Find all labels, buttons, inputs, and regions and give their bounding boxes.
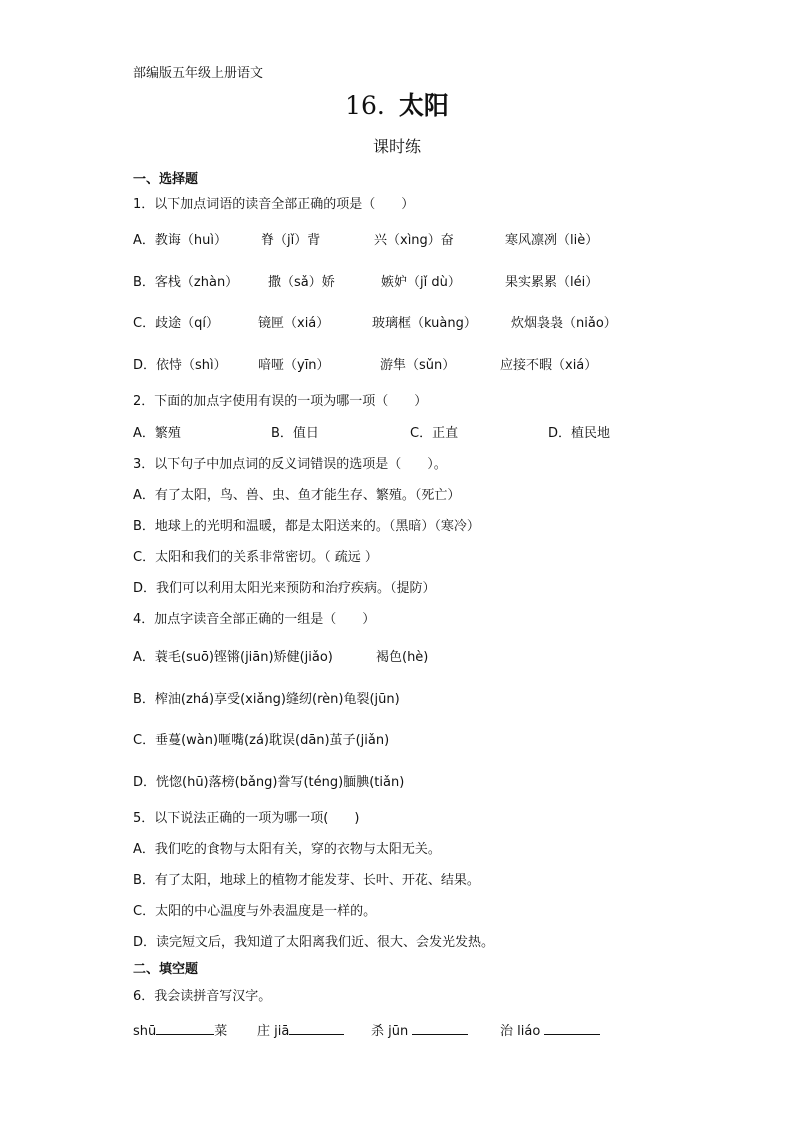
q1-option-d-1[interactable]: D．依恃（shì）	[133, 358, 227, 373]
q5-stem: 5．以下说法正确的一项为哪一项( )	[133, 811, 360, 826]
q1-option-c-2: 镜匣（xiá）	[258, 316, 330, 331]
q1-option-b-1[interactable]: B．客栈（zhàn）	[133, 275, 239, 290]
q6-item-3-blank[interactable]	[412, 1022, 468, 1035]
q1-option-c-1[interactable]: C．歧途（qí）	[133, 316, 219, 331]
q1-option-b-3: 嫉妒（jǐ dù）	[381, 275, 461, 290]
q3-option-a[interactable]: A．有了太阳，鸟、兽、虫、鱼才能生存、繁殖。（死亡）	[133, 488, 461, 503]
q4-option-c[interactable]: C．垂蔓(wàn)咂嘴(zá)耽误(dān)茧子(jiǎn)	[133, 733, 390, 748]
q1-stem: 1．以下加点词语的读音全部正确的项是（ ）	[133, 197, 415, 212]
lesson-name: 太阳	[398, 91, 449, 120]
q5-option-b[interactable]: B．有了太阳，地球上的植物才能发芽、长叶、开花、结果。	[133, 873, 480, 888]
q1-option-c-4: 炊烟袅袅（niǎo）	[511, 316, 617, 331]
q6-item-3	[371, 1020, 468, 1039]
q1-option-d-3: 游隼（sǔn）	[380, 358, 456, 373]
q1-option-d-2: 喑哑（yīn）	[258, 358, 330, 373]
q6-item-1-pinyin: shū	[133, 1024, 157, 1039]
q6-stem: 6．我会读拼音写汉字。	[133, 989, 272, 1004]
q1-option-a-4: 寒风凛冽（liè）	[505, 233, 599, 248]
q1-option-d-4: 应接不暇（xiá）	[500, 358, 598, 373]
q6-item-1-suffix: 菜	[214, 1024, 228, 1039]
q2-option-b[interactable]: B．值日	[271, 426, 319, 441]
q3-option-b[interactable]: B．地球上的光明和温暖，都是太阳送来的。（黑暗）（寒冷）	[133, 519, 480, 534]
q1-option-a-1[interactable]: A．教诲（huì）	[133, 233, 227, 248]
q5-option-d[interactable]: D．读完短文后，我知道了太阳离我们近、很大、会发光发热。	[133, 935, 495, 950]
q4-stem: 4．加点字读音全部正确的一组是（ ）	[133, 612, 376, 627]
q4-option-a-2: 褐色(hè)	[376, 650, 429, 665]
q1-option-a-2: 脊（jǐ）背	[261, 233, 321, 248]
q6-item-4-blank[interactable]	[544, 1022, 600, 1035]
q1-option-b-4: 果实累累（léi）	[505, 275, 599, 290]
q6-item-1-blank[interactable]	[156, 1022, 214, 1035]
q6-item-4	[500, 1020, 600, 1039]
q2-option-d[interactable]: D．植民地	[548, 426, 611, 441]
header-text: 部编版五年级上册语文	[133, 66, 264, 81]
page-title	[0, 86, 794, 122]
q2-option-c[interactable]: C．正直	[410, 426, 459, 441]
q4-option-d[interactable]: D．恍惚(hū)落榜(bǎng)誊写(téng)腼腆(tiǎn)	[133, 775, 405, 790]
q6-item-1	[133, 1020, 227, 1039]
q6-item-2-pinyin: 庄 jiā	[257, 1024, 290, 1039]
section-heading-fill: 二、填空题	[133, 962, 199, 977]
q1-option-a-3: 兴（xìng）奋	[374, 233, 454, 248]
q6-item-2	[257, 1020, 344, 1039]
page-subtitle: 课时练	[372, 137, 421, 156]
q3-option-d[interactable]: D．我们可以利用太阳光来预防和治疗疾病。（提防）	[133, 581, 436, 596]
section-heading-choice: 一、选择题	[133, 172, 199, 187]
q2-stem: 2．下面的加点字使用有误的一项为哪一项（ ）	[133, 394, 428, 409]
q4-option-a-1[interactable]: A．蓑毛(suō)铿锵(jiān)矫健(jiǎo)	[133, 650, 333, 665]
q6-item-4-pinyin: 治 liáo	[500, 1024, 545, 1039]
q3-stem: 3．以下句子中加点词的反义词错误的选项是（ ）。	[133, 457, 447, 472]
q2-option-a[interactable]: A．繁殖	[133, 426, 181, 441]
q1-option-c-3: 玻璃框（kuàng）	[372, 316, 477, 331]
q5-option-a[interactable]: A．我们吃的食物与太阳有关，穿的衣物与太阳无关。	[133, 842, 441, 857]
q4-option-b[interactable]: B．榨油(zhá)享受(xiǎng)缝纫(rèn)龟裂(jūn)	[133, 692, 400, 707]
q5-option-c[interactable]: C．太阳的中心温度与外表温度是一样的。	[133, 904, 377, 919]
q3-option-c[interactable]: C．太阳和我们的关系非常密切。（ 疏远 ）	[133, 550, 378, 565]
q6-item-2-blank[interactable]	[289, 1022, 344, 1035]
q1-option-b-2: 撒（sǎ）娇	[268, 275, 335, 290]
q6-item-3-pinyin: 杀 jūn	[371, 1024, 413, 1039]
lesson-number: 16.	[345, 91, 385, 120]
